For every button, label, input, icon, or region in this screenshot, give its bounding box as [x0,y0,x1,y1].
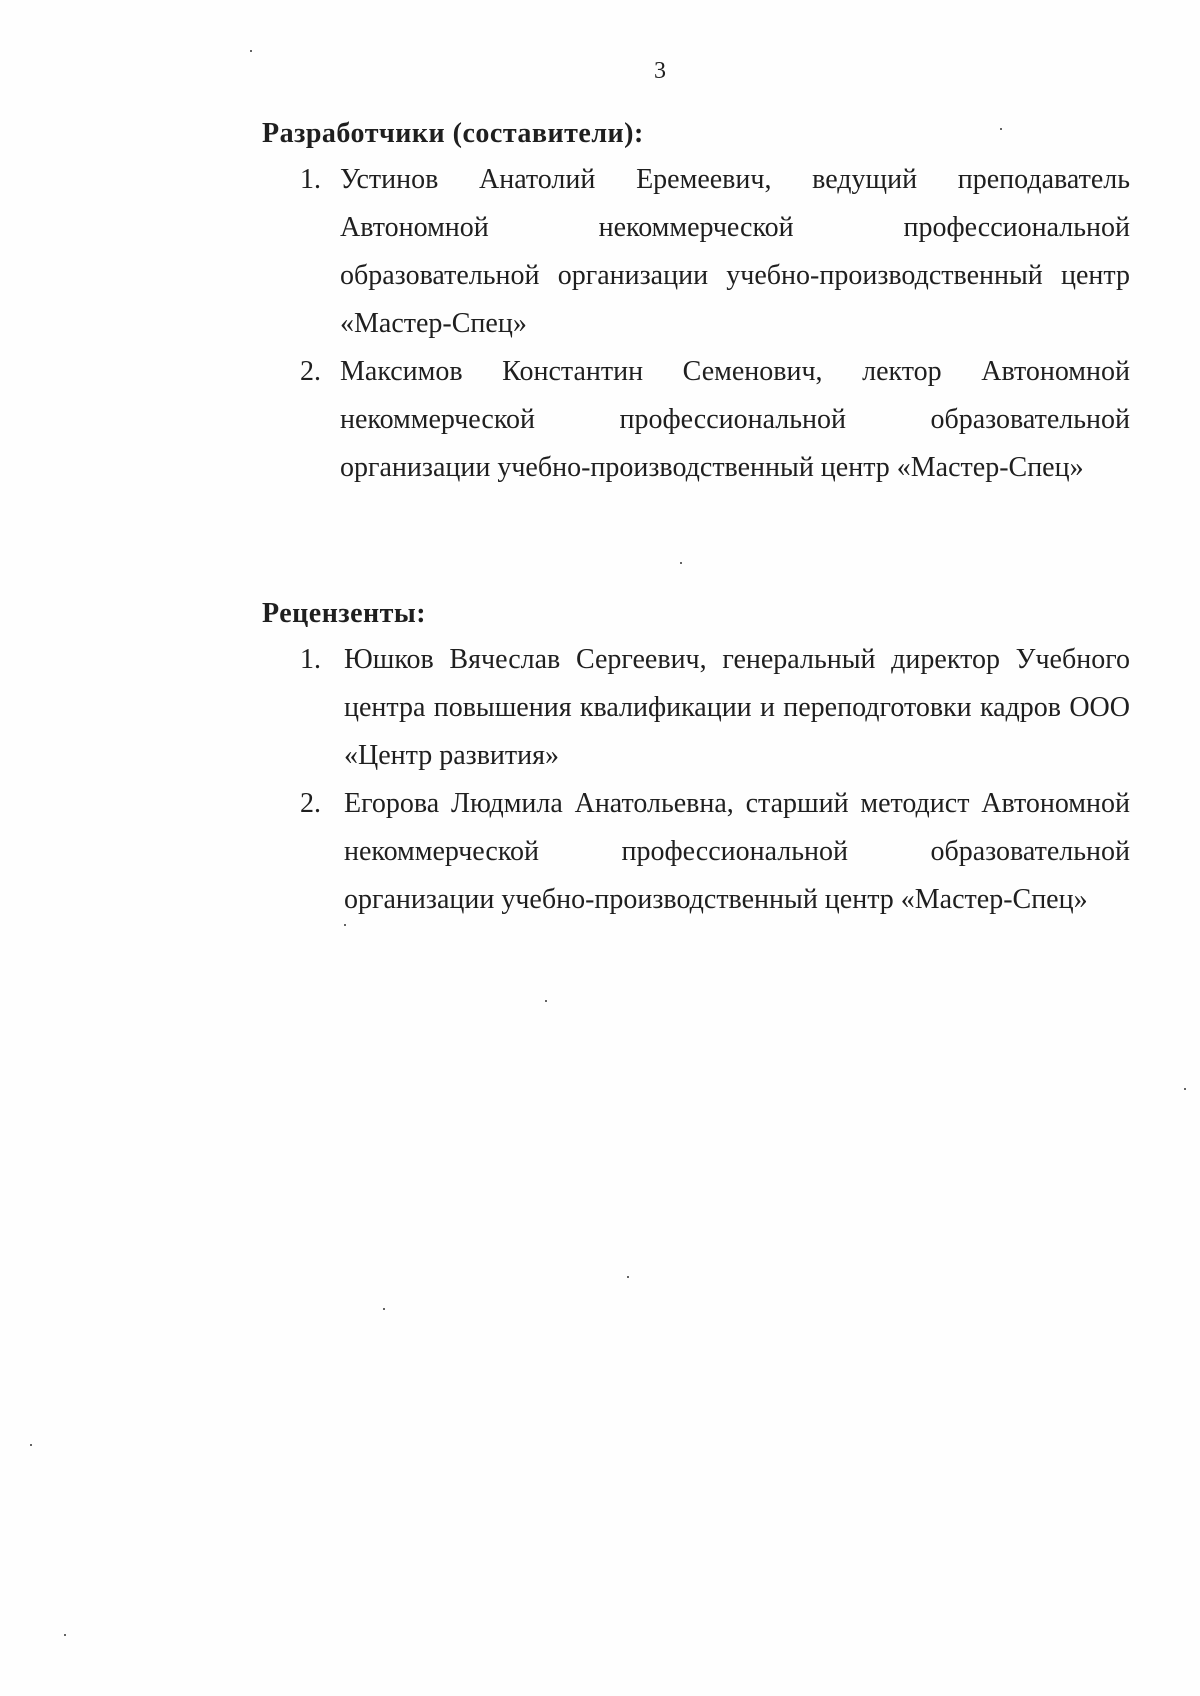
reviewer-text: Юшков Вячеслав Сергеевич, генеральный директор Учебного центра повышения квалификации и переподготовки кадров ООО «Центр развития» [344,644,1130,771]
reviewer-item-1 [300,636,1130,780]
developer-item-1 [300,156,1130,348]
scan-speck [545,1000,547,1002]
scan-speck [1000,128,1002,130]
scan-speck [383,1308,385,1310]
reviewer-text: Егорова Людмила Анатольевна, старший методист Автономной некоммерческой профессиональной образовательной организации учебно-производственный центр «Мастер-Спец» [344,788,1130,915]
reviewers-list [300,636,1130,924]
list-number: 2. [300,356,321,387]
list-number: 1. [300,644,321,675]
scan-speck [680,562,682,564]
scan-speck [344,924,346,926]
list-number: 1. [300,164,321,195]
scan-speck [64,1634,66,1636]
scan-speck [250,50,252,52]
developers-list [300,156,1130,492]
scan-speck [627,1276,629,1278]
developers-heading: Разработчики (составители): [262,118,644,149]
developer-text: Максимов Константин Семенович, лектор Автономной некоммерческой профессиональной образовательной организации учебно-производственный центр «Мастер-Спец» [340,356,1130,483]
developer-item-2 [300,348,1130,492]
reviewer-item-2 [300,780,1130,924]
scan-speck [30,1444,32,1446]
reviewers-heading: Рецензенты: [262,598,427,629]
scan-speck [1184,1088,1186,1090]
developer-text: Устинов Анатолий Еремеевич, ведущий преподаватель Автономной некоммерческой профессиональной образовательной организации учебно-производственный центр «Мастер-Спец» [340,164,1130,339]
page-number: 3 [654,58,666,84]
list-number: 2. [300,788,321,819]
